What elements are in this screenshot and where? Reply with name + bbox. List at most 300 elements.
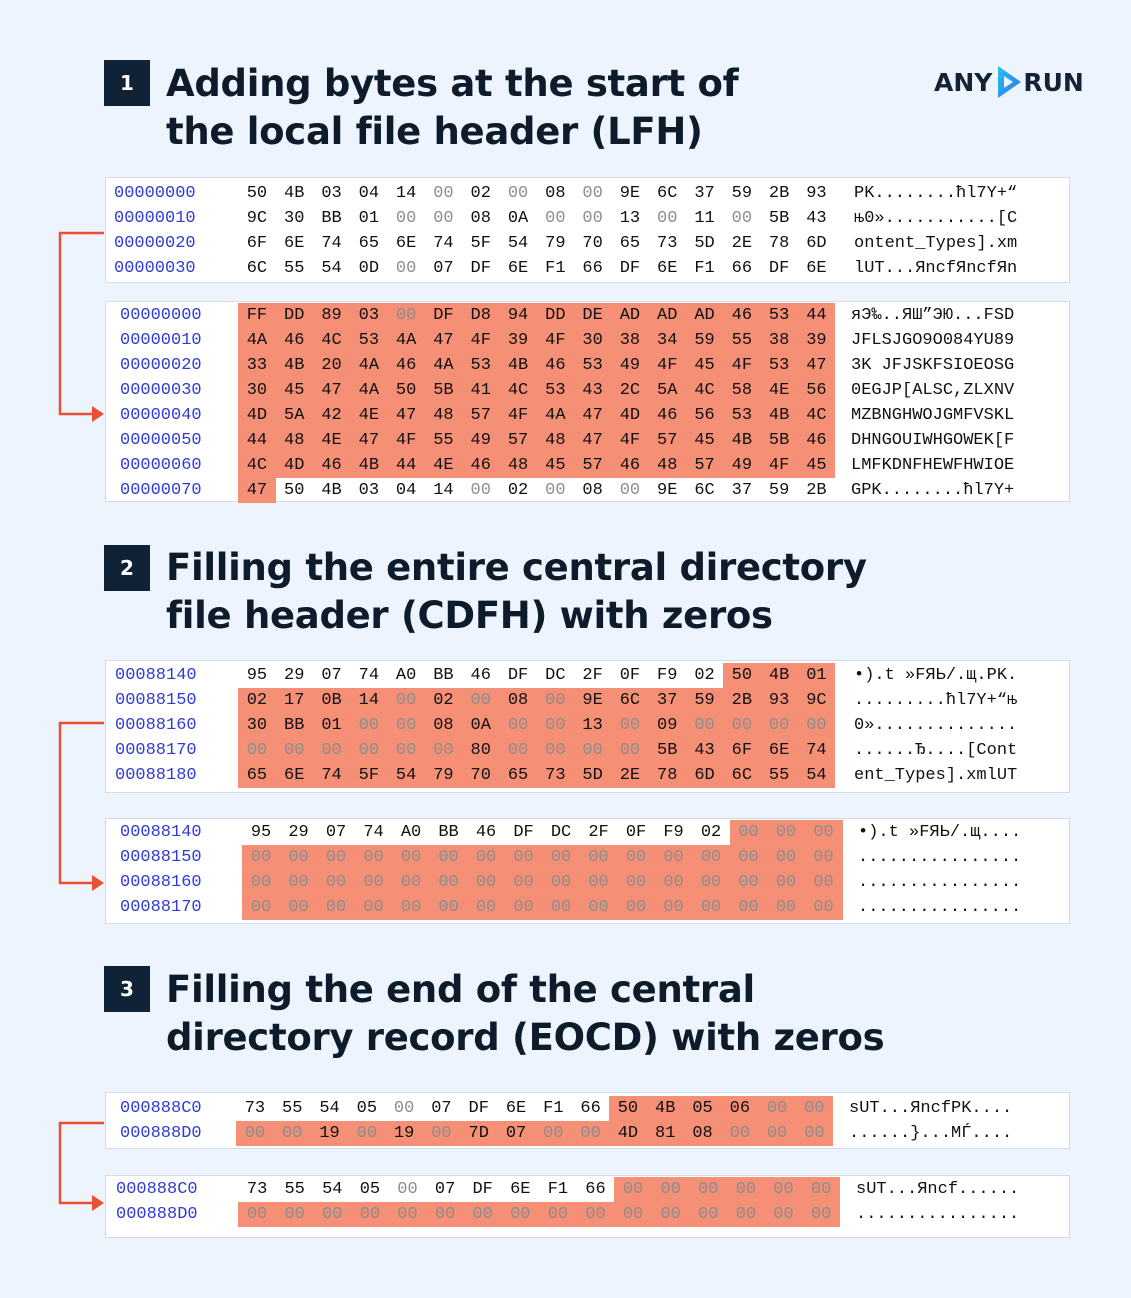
hex-byte-highlighted: 53 (574, 353, 612, 378)
hex-byte: DF (619, 259, 641, 278)
hex-byte-highlighted: 00 (764, 1177, 802, 1202)
hex-byte-highlighted: 4F (611, 428, 649, 453)
hex-byte-highlighted: 48 (648, 453, 686, 478)
hex-byte-highlighted: 00 (467, 845, 505, 870)
hex-byte: 5B (768, 209, 790, 228)
hex-byte-highlighted: 47 (350, 428, 388, 453)
hex-byte-highlighted: 00 (721, 1121, 759, 1146)
hex-byte-highlighted: 30 (238, 378, 276, 403)
hex-byte: 14 (395, 184, 417, 203)
hex-byte-highlighted: 6C (611, 688, 649, 713)
row-offset: 00000020 (120, 356, 202, 375)
row-offset: 00000070 (120, 481, 202, 500)
hex-byte: 2B (768, 184, 790, 203)
row-offset: 00088180 (115, 766, 197, 785)
hex-byte: 00 (582, 184, 603, 203)
hex-byte: 74 (321, 234, 342, 253)
hex-byte: 00 (470, 481, 491, 500)
hex-byte-highlighted: 4D (611, 403, 649, 428)
hex-byte-highlighted: 57 (686, 453, 724, 478)
hex-byte-highlighted: 78 (648, 763, 686, 788)
hex-byte-highlighted: 4F (462, 328, 500, 353)
hex-byte: 54 (321, 259, 342, 278)
hex-byte-highlighted: 49 (723, 453, 761, 478)
hex-byte-highlighted: 53 (760, 303, 798, 328)
hex-byte-highlighted: 00 (464, 1202, 502, 1227)
hex-byte-highlighted: 37 (648, 688, 686, 713)
hex-byte-highlighted: 07 (497, 1121, 535, 1146)
hex-byte-highlighted: 00 (652, 1202, 690, 1227)
hex-byte-highlighted: 00 (727, 1177, 765, 1202)
hex-byte: 05 (359, 1180, 381, 1199)
hex-byte-highlighted: 00 (611, 713, 649, 738)
row-offset: 00088140 (120, 823, 202, 842)
hex-byte-highlighted: 4A (387, 328, 425, 353)
hex-byte: 6E (510, 1180, 531, 1199)
hex-byte-highlighted: 57 (462, 403, 500, 428)
hex-byte: DF (513, 823, 534, 842)
hex-byte-highlighted: 47 (238, 478, 276, 503)
hex-byte-highlighted: 6D (686, 763, 724, 788)
hex-byte-highlighted: 46 (611, 453, 649, 478)
row-offset: 00000060 (120, 456, 202, 475)
ascii-column: MZBNGHWOJGMFVSKL (851, 406, 1015, 425)
hex-byte-highlighted: 00 (692, 895, 730, 920)
hex-byte: DC (550, 823, 572, 842)
hex-byte: 30 (284, 209, 305, 228)
hex-byte-highlighted: 14 (350, 688, 388, 713)
hex-byte-highlighted: 46 (462, 453, 500, 478)
hex-byte: 5D (694, 234, 715, 253)
hex-byte-highlighted: 58 (723, 378, 761, 403)
hex-byte-highlighted: 00 (689, 1202, 727, 1227)
hex-byte-highlighted: 00 (425, 738, 463, 763)
hex-byte-highlighted: 00 (392, 870, 430, 895)
hex-byte: 6E (284, 234, 305, 253)
hex-byte: 04 (395, 481, 417, 500)
hex-byte-highlighted: 55 (723, 328, 761, 353)
hex-byte: 5F (470, 234, 491, 253)
hex-byte: 0D (358, 259, 380, 278)
hex-byte: 54 (322, 1180, 343, 1199)
hex-byte-highlighted: 4B (499, 353, 537, 378)
hex-byte-highlighted: 5B (425, 378, 463, 403)
ascii-column: •).t »FЯЬ/.щ.PK. (854, 666, 1018, 685)
hex-byte: 00 (507, 184, 529, 203)
hex-byte: 50 (246, 184, 268, 203)
hex-byte-highlighted: 4E (313, 428, 351, 453)
ascii-column: 3K JFJSKFSIOEOSG (851, 356, 1015, 375)
hex-byte-highlighted: 00 (536, 738, 574, 763)
hex-byte: 0F (625, 823, 647, 842)
hex-byte-highlighted: 44 (798, 303, 836, 328)
hex-byte: 74 (358, 666, 380, 685)
hex-byte: 4B (284, 184, 305, 203)
hex-byte-highlighted: 02 (238, 688, 276, 713)
step-1-badge: 1 (104, 60, 150, 106)
hex-byte-highlighted: 48 (425, 403, 463, 428)
hex-byte-highlighted: 34 (648, 328, 686, 353)
hex-byte: 54 (507, 234, 529, 253)
row-offset: 00088170 (115, 741, 197, 760)
hex-byte-highlighted: 00 (802, 1202, 840, 1227)
hex-byte-highlighted: 00 (505, 870, 543, 895)
row-offset: 00000000 (114, 184, 196, 203)
hex-byte-highlighted: 4A (350, 378, 388, 403)
hex-byte-highlighted: FF (238, 303, 276, 328)
step-3-badge: 3 (104, 966, 150, 1012)
hex-byte-highlighted: 45 (798, 453, 836, 478)
hex-byte-highlighted: 5A (648, 378, 686, 403)
hex-byte-highlighted: 48 (499, 453, 537, 478)
row-offset: 00088150 (120, 848, 202, 867)
hex-byte-highlighted: 00 (689, 1177, 727, 1202)
hex-byte-highlighted: 00 (423, 1121, 461, 1146)
arrow-connector-2 (60, 723, 104, 883)
hex-byte-highlighted: 53 (536, 378, 574, 403)
step-1-heading-line-1: Adding bytes at the start of (166, 62, 739, 105)
hex-byte: 00 (397, 1180, 418, 1199)
hex-byte-highlighted: 55 (760, 763, 798, 788)
hex-byte-highlighted: 00 (534, 1121, 572, 1146)
hex-byte-highlighted: 00 (392, 845, 430, 870)
hex-byte-highlighted: 08 (425, 713, 463, 738)
hex-byte-highlighted: DE (574, 303, 612, 328)
hex-byte-highlighted: 17 (275, 688, 313, 713)
hex-byte-highlighted: 00 (351, 1202, 389, 1227)
hex-byte-highlighted: 4B (723, 428, 761, 453)
hex-byte-highlighted: 00 (387, 738, 425, 763)
hex-byte-highlighted: 41 (462, 378, 500, 403)
hex-byte: 6C (694, 481, 715, 500)
hex-byte-highlighted: 00 (614, 1177, 652, 1202)
hex-byte: 07 (431, 1099, 452, 1118)
hex-byte-highlighted: 53 (350, 328, 388, 353)
hex-byte-highlighted: 38 (611, 328, 649, 353)
arrow-connector-3 (60, 1123, 104, 1203)
hex-byte-highlighted: 38 (760, 328, 798, 353)
hex-byte: 59 (731, 184, 753, 203)
step-3-heading-line-1: Filling the end of the central (166, 968, 755, 1011)
hex-byte-highlighted: 4B (350, 453, 388, 478)
hex-byte-highlighted: 42 (313, 403, 351, 428)
hex-byte-highlighted: 00 (462, 688, 500, 713)
hex-byte: 50 (284, 481, 305, 500)
hex-byte: 74 (433, 234, 454, 253)
hex-byte-highlighted: 45 (275, 378, 313, 403)
hex-byte: 11 (694, 209, 715, 228)
hex-byte-highlighted: 00 (430, 895, 468, 920)
hex-byte-highlighted: 00 (614, 1202, 652, 1227)
hex-byte-highlighted: DD (536, 303, 574, 328)
hex-byte: 04 (358, 184, 380, 203)
ascii-column: ent_Types].xmlUT (854, 766, 1018, 785)
hex-byte-highlighted: 00 (796, 1096, 834, 1121)
step-2-heading-line-1: Filling the entire central directory (166, 546, 867, 589)
hex-byte-highlighted: 30 (238, 713, 276, 738)
hex-byte-highlighted: 4F (499, 403, 537, 428)
hex-byte-highlighted: 00 (273, 1121, 311, 1146)
hex-byte: DF (472, 1180, 493, 1199)
hex-byte-highlighted: 09 (648, 713, 686, 738)
hex-byte-highlighted: 80 (462, 738, 500, 763)
hex-byte-highlighted: 00 (580, 845, 618, 870)
hex-byte-highlighted: 4A (238, 328, 276, 353)
row-offset: 000888D0 (120, 1124, 202, 1143)
hex-byte-highlighted: 2E (611, 763, 649, 788)
hex-byte-highlighted: 00 (387, 688, 425, 713)
hex-byte: 00 (731, 209, 753, 228)
hex-byte-highlighted: 00 (505, 845, 543, 870)
row-offset: 00000050 (120, 431, 202, 450)
hex-byte-highlighted: 44 (387, 453, 425, 478)
hex-byte-highlighted: 00 (499, 738, 537, 763)
hex-byte-highlighted: 08 (684, 1121, 722, 1146)
hex-byte-highlighted: 00 (758, 1121, 796, 1146)
row-offset: 00000040 (120, 406, 202, 425)
hex-byte-highlighted: 00 (430, 845, 468, 870)
hex-byte-highlighted: 19 (385, 1121, 423, 1146)
hex-byte: 55 (284, 259, 305, 278)
logo-text-any: ANY (934, 67, 993, 97)
hex-byte-highlighted: 94 (499, 303, 537, 328)
hex-byte: 03 (358, 481, 380, 500)
row-offset: 00088170 (120, 898, 202, 917)
hex-byte: 66 (582, 259, 603, 278)
hex-byte: A0 (395, 666, 417, 685)
row-offset: 00000020 (114, 234, 196, 253)
hex-byte-highlighted: 55 (425, 428, 463, 453)
hex-byte: 29 (284, 666, 305, 685)
hex-byte-highlighted: 00 (280, 870, 318, 895)
hex-byte-highlighted: 46 (798, 428, 836, 453)
hex-byte-highlighted: 4F (723, 353, 761, 378)
hex-byte: 07 (433, 259, 454, 278)
hex-byte-highlighted: 47 (798, 353, 836, 378)
hex-byte: DC (545, 666, 566, 685)
hex-byte-highlighted: 54 (387, 763, 425, 788)
hex-byte: 2E (731, 234, 753, 253)
hex-byte-highlighted: 00 (280, 895, 318, 920)
ascii-column: sUT...Яncf...... (856, 1180, 1020, 1199)
hex-byte-highlighted: 45 (536, 453, 574, 478)
hex-byte: 00 (395, 209, 417, 228)
row-offset: 000888D0 (116, 1205, 198, 1224)
hex-byte: 6E (505, 1099, 527, 1118)
hex-byte: 70 (582, 234, 603, 253)
hex-byte-highlighted: 00 (730, 820, 768, 845)
hex-byte-highlighted: 6E (275, 763, 313, 788)
hex-byte-highlighted: DD (275, 303, 313, 328)
arrow-head-2 (92, 875, 104, 891)
hex-byte-highlighted: 00 (467, 895, 505, 920)
hex-byte-highlighted: 00 (499, 713, 537, 738)
hex-byte-highlighted: 57 (648, 428, 686, 453)
hex-byte-highlighted: 46 (275, 328, 313, 353)
hex-byte-highlighted: 0A (462, 713, 500, 738)
hex-byte: 66 (731, 259, 753, 278)
hex-byte-highlighted: 93 (760, 688, 798, 713)
hex-byte-highlighted: 5D (574, 763, 612, 788)
hex-byte: DF (768, 259, 790, 278)
row-offset: 000888C0 (120, 1099, 202, 1118)
hex-byte-highlighted: 4E (760, 378, 798, 403)
hex-byte: 74 (363, 823, 384, 842)
ascii-column: DHNGOUIWHGOWEK[F (851, 431, 1015, 450)
hex-byte-highlighted: 47 (574, 428, 612, 453)
hex-byte: 0F (619, 666, 641, 685)
hex-byte-highlighted: 4D (609, 1121, 647, 1146)
arrow-head-3 (92, 1195, 104, 1211)
hex-byte-highlighted: 00 (805, 820, 843, 845)
hex-byte: 02 (700, 823, 722, 842)
hex-byte-highlighted: 50 (387, 378, 425, 403)
hex-byte: F1 (543, 1099, 564, 1118)
hex-byte-highlighted: 39 (499, 328, 537, 353)
hex-byte-highlighted: 46 (313, 453, 351, 478)
hex-byte-highlighted: AD (686, 303, 724, 328)
hex-byte-highlighted: 4D (275, 453, 313, 478)
hex-byte-highlighted: 00 (652, 1177, 690, 1202)
hex-byte-highlighted: 45 (686, 353, 724, 378)
hex-byte: 00 (657, 209, 678, 228)
hex-byte-highlighted: 6E (760, 738, 798, 763)
hex-byte: 00 (545, 481, 566, 500)
hex-byte-highlighted: 53 (462, 353, 500, 378)
hex-byte-highlighted: 00 (805, 845, 843, 870)
row-offset: 00000000 (120, 306, 202, 325)
hex-byte-highlighted: 57 (499, 428, 537, 453)
hex-byte-highlighted: 4E (350, 403, 388, 428)
hex-byte: 00 (433, 184, 454, 203)
hex-byte: 29 (288, 823, 309, 842)
hex-byte: F1 (545, 259, 566, 278)
hex-byte: BB (438, 823, 459, 842)
hex-byte-highlighted: 59 (686, 328, 724, 353)
hex-byte-highlighted: 00 (760, 713, 798, 738)
hex-byte: 73 (657, 234, 678, 253)
hex-byte: 66 (585, 1180, 606, 1199)
hex-byte: 00 (545, 209, 566, 228)
hex-byte-highlighted: 00 (767, 870, 805, 895)
hex-byte-highlighted: 44 (238, 428, 276, 453)
hex-byte: BB (433, 666, 454, 685)
hex-byte-highlighted: 06 (721, 1096, 759, 1121)
hex-byte: 37 (694, 184, 715, 203)
row-offset: 00088150 (115, 691, 197, 710)
hex-byte: 08 (470, 209, 491, 228)
hex-byte-highlighted: 00 (767, 895, 805, 920)
step-2-badge: 2 (104, 545, 150, 591)
hex-byte-highlighted: BB (275, 713, 313, 738)
hex-byte: 9E (619, 184, 641, 203)
hex-byte-highlighted: 00 (655, 870, 693, 895)
hex-byte-highlighted: 0B (313, 688, 351, 713)
hex-byte-highlighted: 00 (539, 1202, 577, 1227)
hex-byte-highlighted: 00 (242, 895, 280, 920)
hex-byte-highlighted: 00 (350, 738, 388, 763)
hex-byte-highlighted: 46 (536, 353, 574, 378)
hex-byte-highlighted: 53 (723, 403, 761, 428)
hex-byte-highlighted: 00 (355, 870, 393, 895)
hex-byte: 01 (358, 209, 380, 228)
hex-byte: 9C (246, 209, 268, 228)
hex-byte-highlighted: 08 (499, 688, 537, 713)
hex-byte-highlighted: 4C (238, 453, 276, 478)
hex-byte-highlighted: 00 (655, 895, 693, 920)
hex-byte-highlighted: AD (611, 303, 649, 328)
hex-byte-highlighted: 9C (798, 688, 836, 713)
hex-byte-highlighted: 4B (760, 403, 798, 428)
hex-byte: 02 (507, 481, 529, 500)
hex-byte-highlighted: 00 (723, 713, 761, 738)
hex-byte-highlighted: 05 (684, 1096, 722, 1121)
hex-byte-highlighted: 00 (686, 713, 724, 738)
hex-byte-highlighted: 00 (313, 1202, 351, 1227)
hex-byte-highlighted: 4B (275, 353, 313, 378)
hex-byte-highlighted: 00 (611, 738, 649, 763)
hex-byte: 6D (806, 234, 827, 253)
ascii-column: ................ (858, 873, 1022, 892)
hex-byte: 07 (321, 666, 342, 685)
hex-byte: 95 (250, 823, 272, 842)
hex-byte-highlighted: DF (425, 303, 463, 328)
hex-byte: 00 (433, 209, 454, 228)
hex-byte-highlighted: 33 (238, 353, 276, 378)
hex-byte: 65 (619, 234, 641, 253)
hex-byte-highlighted: 4C (686, 378, 724, 403)
hex-byte-highlighted: 46 (387, 353, 425, 378)
hex-byte-highlighted: 7D (460, 1121, 498, 1146)
hex-byte: DF (470, 259, 491, 278)
hex-byte: F9 (663, 823, 684, 842)
hex-byte-highlighted: 54 (798, 763, 836, 788)
hex-byte-highlighted: 00 (730, 870, 768, 895)
hex-byte-highlighted: 89 (313, 303, 351, 328)
hex-byte-highlighted: 81 (646, 1121, 684, 1146)
hex-byte: 00 (393, 1099, 415, 1118)
hex-byte: 6E (657, 259, 678, 278)
hex-byte-highlighted: 00 (580, 895, 618, 920)
hex-byte-highlighted: 00 (796, 1121, 834, 1146)
hex-byte-highlighted: 00 (355, 845, 393, 870)
ascii-column: LMFKDNFHEWFHWIOE (851, 456, 1015, 475)
hex-byte-highlighted: 00 (802, 1177, 840, 1202)
hex-byte-highlighted: 74 (313, 763, 351, 788)
hex-byte-highlighted: 00 (542, 870, 580, 895)
hex-byte-highlighted: 00 (317, 870, 355, 895)
hex-byte: 13 (619, 209, 641, 228)
hex-byte-highlighted: 00 (426, 1202, 464, 1227)
hex-byte: F9 (657, 666, 678, 685)
hex-byte-highlighted: 00 (350, 713, 388, 738)
hex-byte: 6C (246, 259, 268, 278)
hex-byte: F1 (547, 1180, 569, 1199)
hex-byte-highlighted: 00 (242, 845, 280, 870)
hex-byte-highlighted: 2C (611, 378, 649, 403)
hex-byte-highlighted: 00 (317, 845, 355, 870)
hex-byte: 0A (507, 209, 529, 228)
ascii-column: ......Ђ....[Cont (854, 741, 1018, 760)
hex-byte-highlighted: 6F (723, 738, 761, 763)
hex-byte: 43 (806, 209, 827, 228)
hex-byte-highlighted: 53 (760, 353, 798, 378)
hex-byte-highlighted: 30 (574, 328, 612, 353)
ascii-column: ................ (858, 848, 1022, 867)
hex-byte: 2F (582, 666, 603, 685)
hex-byte-highlighted: 73 (536, 763, 574, 788)
hex-byte: 4B (321, 481, 342, 500)
